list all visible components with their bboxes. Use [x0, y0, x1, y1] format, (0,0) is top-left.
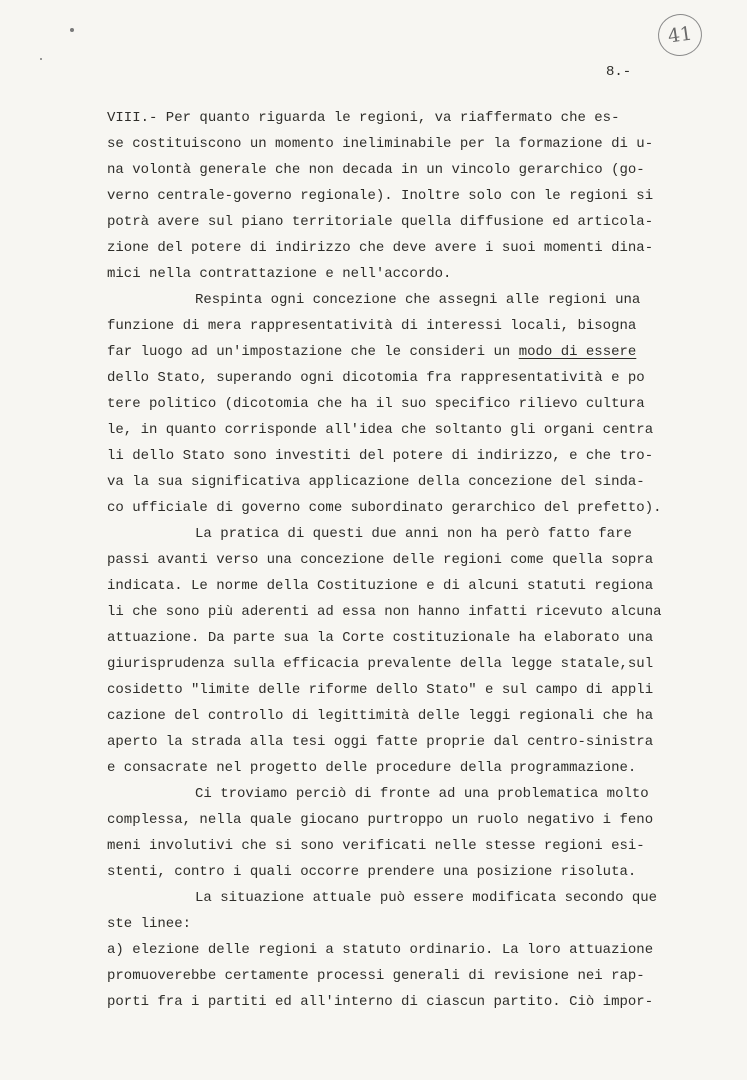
- text-line: [107, 365, 697, 391]
- text-line: [107, 703, 697, 729]
- text-line: [107, 209, 697, 235]
- line-text: dello Stato, superando ogni dicotomia fra rappresentatività e po: [107, 370, 645, 386]
- document-body: [107, 105, 697, 1015]
- line-text: funzione di mera rappresentatività di interessi locali, bisogna: [107, 318, 637, 334]
- text-line: [107, 781, 697, 807]
- text-line: [107, 833, 697, 859]
- line-text: potrà avere sul piano territoriale quella diffusione ed articola-: [107, 214, 654, 230]
- line-text: mici nella contrattazione e nell'accordo.: [107, 266, 452, 282]
- text-line: [107, 287, 697, 313]
- line-text: La pratica di questi due anni non ha però fatto fare: [195, 526, 632, 542]
- line-text: complessa, nella quale giocano purtroppo un ruolo negativo i feno: [107, 812, 654, 828]
- line-text: ste linee:: [107, 916, 192, 932]
- text-line: [107, 807, 697, 833]
- line-text: VIII.- Per quanto riguarda le regioni, va riaffermato che es-: [107, 110, 620, 126]
- text-line: [107, 105, 697, 131]
- line-text: meni involutivi che si sono verificati nelle stesse regioni esi-: [107, 838, 645, 854]
- text-line: [107, 651, 697, 677]
- page-number: 8.-: [606, 64, 632, 80]
- line-text: va la sua significativa applicazione della concezione del sinda-: [107, 474, 645, 490]
- text-line: [107, 963, 697, 989]
- line-text: tere politico (dicotomia che ha il suo specifico rilievo cultura: [107, 396, 645, 412]
- line-text: indicata. Le norme della Costituzione e di alcuni statuti regiona: [107, 578, 654, 594]
- line-text: porti fra i partiti ed all'interno di ciascun partito. Ciò impor-: [107, 994, 654, 1010]
- text-line: [107, 469, 697, 495]
- line-text: co ufficiale di governo come subordinato gerarchico del prefetto).: [107, 500, 662, 516]
- line-text: attuazione. Da parte sua la Corte costituzionale ha elaborato una: [107, 630, 654, 646]
- paper-speck: [40, 58, 42, 60]
- text-line: [107, 131, 697, 157]
- text-line: [107, 157, 697, 183]
- text-line: [107, 625, 697, 651]
- line-text: cazione del controllo di legittimità delle leggi regionali che ha: [107, 708, 654, 724]
- line-text: li che sono più aderenti ad essa non hanno infatti ricevuto alcuna: [107, 604, 662, 620]
- line-text: zione del potere di indirizzo che deve avere i suoi momenti dina-: [107, 240, 654, 256]
- text-line: [107, 183, 697, 209]
- line-text: stenti, contro i quali occorre prendere una posizione risoluta.: [107, 864, 637, 880]
- text-line: [107, 911, 697, 937]
- folio-stamp: 41: [655, 11, 704, 59]
- line-text: promuoverebbe certamente processi generali di revisione nei rap-: [107, 968, 645, 984]
- text-line: [107, 313, 697, 339]
- text-line: [107, 495, 697, 521]
- line-text: Respinta ogni concezione che assegni alle regioni una: [195, 292, 641, 308]
- underlined-phrase: modo di essere: [518, 344, 637, 360]
- line-text: li dello Stato sono investiti del potere di indirizzo, e che tro-: [107, 448, 654, 464]
- text-line: [107, 261, 697, 287]
- line-text: e consacrate nel progetto delle procedure della programmazione.: [107, 760, 637, 776]
- text-line: [107, 755, 697, 781]
- line-text: giurisprudenza sulla efficacia prevalente della legge statale,sul: [107, 656, 654, 672]
- text-line: [107, 547, 697, 573]
- line-text: Ci troviamo perciò di fronte ad una problematica molto: [195, 786, 649, 802]
- line-text: le, in quanto corrisponde all'idea che soltanto gli organi centra: [107, 422, 654, 438]
- text-line: [107, 391, 697, 417]
- text-line: [107, 573, 697, 599]
- text-line: [107, 989, 697, 1015]
- line-text: aperto la strada alla tesi oggi fatte proprie dal centro-sinistra: [107, 734, 654, 750]
- text-line: [107, 417, 697, 443]
- line-text: passi avanti verso una concezione delle regioni come quella sopra: [107, 552, 654, 568]
- text-line: [107, 339, 697, 365]
- text-line: [107, 235, 697, 261]
- text-line: [107, 521, 697, 547]
- line-text: cosidetto "limite delle riforme dello Stato" e sul campo di appli: [107, 682, 654, 698]
- text-line: [107, 443, 697, 469]
- text-line: [107, 937, 697, 963]
- line-text: un: [493, 344, 519, 360]
- text-line: [107, 677, 697, 703]
- line-text: far luogo ad un'impostazione che le consideri: [107, 344, 494, 360]
- text-line: [107, 729, 697, 755]
- line-text: na volontà generale che non decada in un vincolo gerarchico (go-: [107, 162, 645, 178]
- line-text: La situazione attuale può essere modificata secondo que: [195, 890, 658, 906]
- line-text: a) elezione delle regioni a statuto ordinario. La loro attuazione: [107, 942, 654, 958]
- text-line: [107, 859, 697, 885]
- line-text: verno centrale-governo regionale). Inoltre solo con le regioni si: [107, 188, 654, 204]
- text-line: [107, 599, 697, 625]
- paper-speck: [70, 28, 74, 32]
- line-text: se costituiscono un momento ineliminabile per la formazione di u-: [107, 136, 654, 152]
- text-line: [107, 885, 697, 911]
